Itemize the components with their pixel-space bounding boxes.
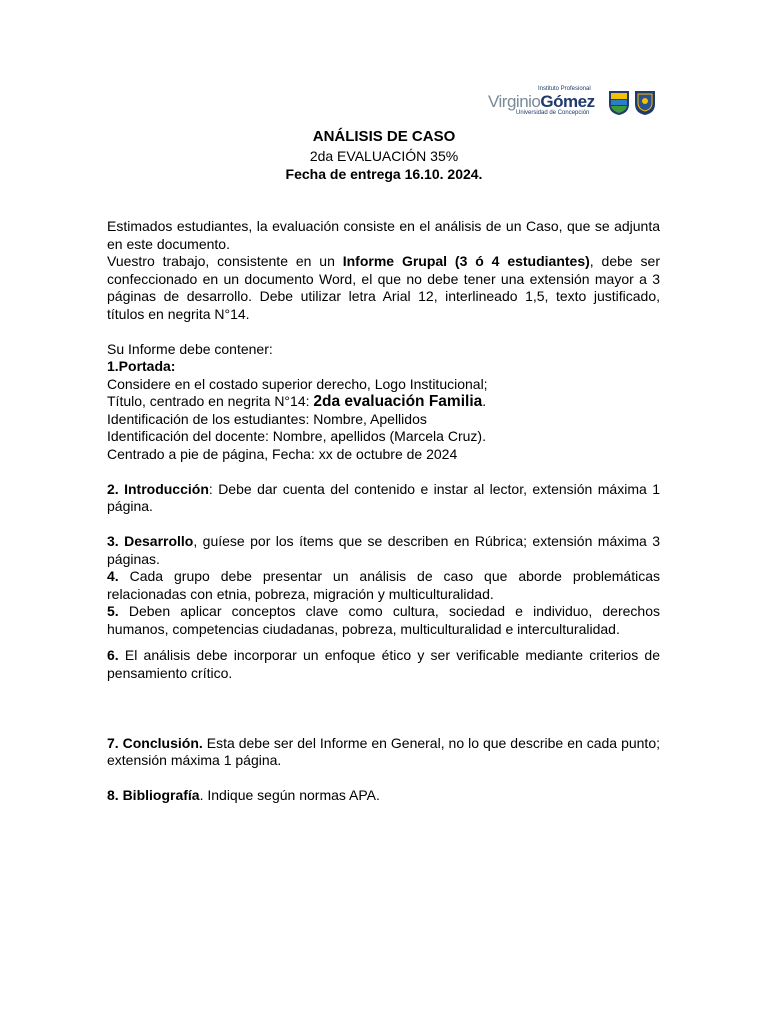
document-body [107,218,660,805]
portada-line-date: Centrado a pie de página, Fecha: xx de octubre de 2024 [107,445,458,462]
deadline-text: Fecha de entrega 16.10. 2024. [285,166,483,182]
contains-text: Su Informe debe contener: [107,340,273,357]
portada-line-logo: Considere en el costado superior derecho, Logo Institucional; [107,375,488,392]
institution-logo [486,86,658,122]
logo-instituto-text: Instituto Profesional [538,86,591,92]
item-6: 6. El análisis debe incorporar un enfoque ético y ser verificable mediante criterios de pensamiento crítico. [107,647,660,681]
crest-icon [634,90,656,116]
section-portada-title: 1.Portada: [107,358,176,374]
portada-line-teacher: Identificación del docente: Nombre, apellidos (Marcela Cruz). [107,428,486,444]
document-title: ANÁLISIS DE CASO [312,128,456,145]
section-desarrollo: 3. Desarrollo, guíese por los ítems que se describen en Rúbrica; extensión máxima 3 páginas. [107,533,660,567]
section-introduccion: 2. Introducción: Debe dar cuenta del contenido e instar al lector, extensión máxima 1 página. [107,480,660,514]
intro-paragraph: Estimados estudiantes, la evaluación consiste en el análisis de un Caso, que se adjunta en este documento. [107,218,660,252]
logo-university-text: Universidad de Concepción [516,110,590,116]
logo-name: VirginioGómez [488,92,595,111]
document-subtitle: 2da EVALUACIÓN 35% [309,148,459,164]
item-5: 5. Deben aplicar conceptos clave como cultura, sociedad e individuo, derechos humanos, competencias ciudadanas, pobreza, multiculturalidad e interculturalidad. [107,603,660,637]
portada-line-students: Identificación de los estudiantes: Nombre, Apellidos [107,410,427,427]
portada-line-title: Título, centrado en negrita N°14: 2da evaluación Familia. [107,393,487,410]
work-paragraph: Vuestro trabajo, consistente en un Informe Grupal (3 ó 4 estudiantes), debe ser confeccionado en un documento Word, el que no debe tener una extensión mayor a 3 páginas de desarrollo. Debe utilizar letra Arial 12, interlineado 1,5, texto justificado, títulos en negrita N°14. [107,253,660,322]
item-4: 4. Cada grupo debe presentar un análisis de caso que aborde problemáticas relacionadas con etnia, pobreza, migración y multiculturalidad. [107,568,660,602]
section-conclusion: 7. Conclusión. Esta debe ser del Informe en General, no lo que describe en cada punto; extensión máxima 1 página. [107,734,660,768]
section-bibliografia: 8. Bibliografía. Indique según normas APA. [107,787,380,803]
shield-icon [608,90,630,116]
